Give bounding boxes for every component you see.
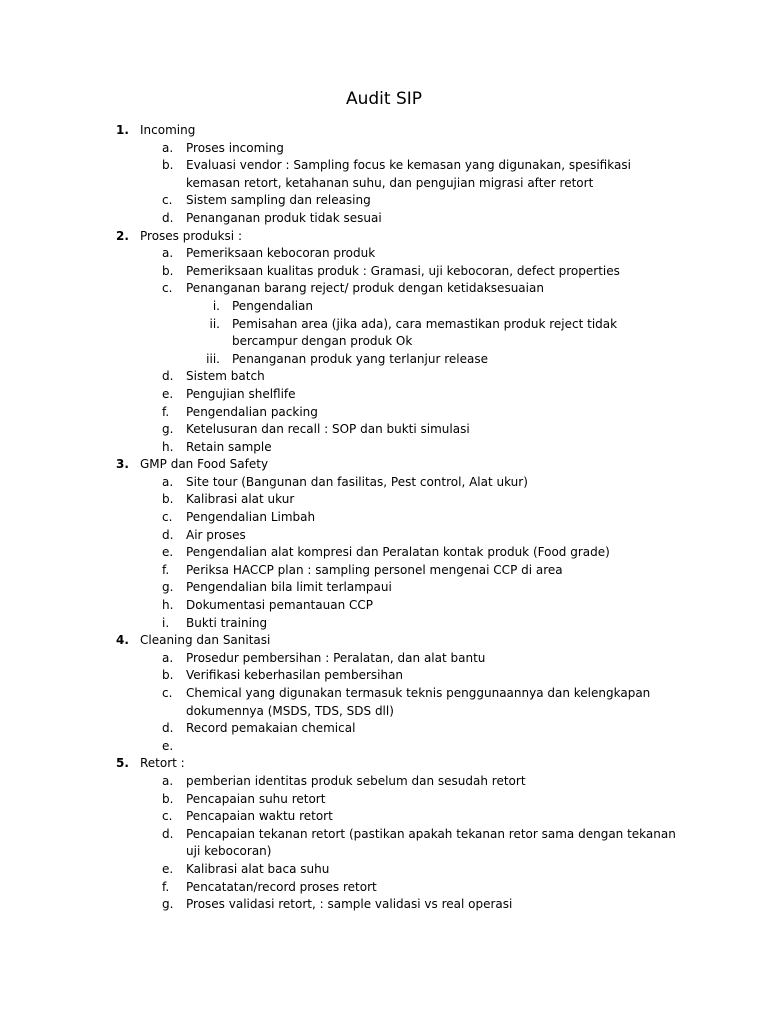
list-marker: e. bbox=[162, 545, 174, 560]
list-item-text: Pemeriksaan kualitas produk : Gramasi, uji kebocoran, defect properties bbox=[186, 263, 620, 278]
list-item bbox=[0, 368, 768, 386]
list-item bbox=[0, 773, 768, 791]
list-item-text: GMP dan Food Safety bbox=[140, 457, 269, 472]
list-item-text: Retort : bbox=[140, 756, 185, 771]
list-marker: 5. bbox=[116, 756, 129, 771]
list-marker: c. bbox=[162, 510, 173, 525]
list-item-text: Dokumentasi pemantauan CCP bbox=[186, 598, 373, 613]
list-item-text: Pencapaian waktu retort bbox=[186, 809, 333, 824]
list-marker: a. bbox=[162, 246, 174, 261]
list-item-text: Prosedur pembersihan : Peralatan, dan alat bantu bbox=[186, 650, 486, 665]
list-item bbox=[0, 544, 768, 562]
list-marker: a. bbox=[162, 474, 174, 489]
sub-list-item bbox=[0, 351, 768, 369]
list-marker: i. bbox=[162, 615, 170, 630]
list-marker: c. bbox=[162, 809, 173, 824]
list-item-text: Pengendalian Limbah bbox=[186, 510, 316, 525]
list-item bbox=[0, 157, 768, 192]
list-item bbox=[0, 280, 768, 298]
list-item-text: Chemical yang digunakan termasuk teknis penggunaannya dan kelengkapan dokumennya (MSDS, TDS, SDS dll) bbox=[186, 686, 651, 718]
section-heading bbox=[0, 632, 768, 650]
list-item-text: Pengujian shelflife bbox=[186, 386, 296, 401]
list-marker: e. bbox=[162, 861, 174, 876]
list-item bbox=[0, 738, 768, 756]
list-item bbox=[0, 474, 768, 492]
list-item-text: Verifikasi keberhasilan pembersihan bbox=[186, 668, 404, 683]
section-heading bbox=[0, 755, 768, 773]
list-marker: h. bbox=[162, 598, 174, 613]
section-heading bbox=[0, 122, 768, 140]
list-item bbox=[0, 509, 768, 527]
list-marker: b. bbox=[162, 791, 174, 806]
list-marker: 2. bbox=[116, 228, 129, 243]
list-item-text: Sistem sampling dan releasing bbox=[186, 193, 371, 208]
list-marker: f. bbox=[162, 562, 170, 577]
list-item bbox=[0, 421, 768, 439]
outline-list bbox=[0, 122, 768, 914]
list-item bbox=[0, 579, 768, 597]
list-item-text: Proses validasi retort, : sample validasi vs real operasi bbox=[186, 897, 513, 912]
section-heading bbox=[0, 228, 768, 246]
list-item-text: Pengendalian alat kompresi dan Peralatan kontak produk (Food grade) bbox=[186, 545, 610, 560]
list-item bbox=[0, 879, 768, 897]
list-item bbox=[0, 263, 768, 281]
section-heading bbox=[0, 456, 768, 474]
list-item-text: Kalibrasi alat baca suhu bbox=[186, 861, 330, 876]
list-item-text: Penanganan barang reject/ produk dengan ketidaksesuaian bbox=[186, 281, 544, 296]
list-item bbox=[0, 210, 768, 228]
list-item bbox=[0, 245, 768, 263]
list-item bbox=[0, 720, 768, 738]
list-item-text: pemberian identitas produk sebelum dan sesudah retort bbox=[186, 773, 526, 788]
list-item bbox=[0, 192, 768, 210]
list-item-text: Pengendalian bila limit terlampaui bbox=[186, 580, 392, 595]
list-item-text: Periksa HACCP plan : sampling personel mengenai CCP di area bbox=[186, 562, 563, 577]
list-item bbox=[0, 615, 768, 633]
list-item-text: Pemeriksaan kebocoran produk bbox=[186, 246, 376, 261]
list-item bbox=[0, 386, 768, 404]
list-marker: e. bbox=[162, 386, 174, 401]
list-marker: 3. bbox=[116, 457, 129, 472]
list-item-text: Pemisahan area (jika ada), cara memastikan produk reject tidak bercampur dengan produk Ok bbox=[232, 316, 618, 349]
list-item bbox=[0, 896, 768, 914]
list-marker: f. bbox=[162, 879, 170, 894]
list-marker: iii. bbox=[206, 351, 220, 366]
list-item-text: Kalibrasi alat ukur bbox=[186, 492, 295, 507]
list-item-text: Air proses bbox=[186, 527, 246, 542]
list-item-text: Proses incoming bbox=[186, 140, 284, 155]
list-item-text: Retain sample bbox=[186, 439, 272, 454]
list-item-text: Incoming bbox=[140, 123, 196, 137]
list-item bbox=[0, 667, 768, 685]
list-item bbox=[0, 140, 768, 158]
list-marker: a. bbox=[162, 140, 174, 155]
list-marker: c. bbox=[162, 686, 173, 700]
list-marker: d. bbox=[162, 826, 174, 841]
list-item bbox=[0, 527, 768, 545]
list-marker: d. bbox=[162, 369, 174, 384]
list-item-text: Ketelusuran dan recall : SOP dan bukti simulasi bbox=[186, 422, 470, 437]
list-item bbox=[0, 439, 768, 457]
list-item bbox=[0, 562, 768, 580]
sub-list-item bbox=[0, 298, 768, 316]
list-item-text: Record pemakaian chemical bbox=[186, 721, 356, 736]
list-item bbox=[0, 491, 768, 509]
list-marker: 1. bbox=[116, 123, 129, 137]
list-marker: a. bbox=[162, 773, 174, 788]
list-item-text: Pencatatan/record proses retort bbox=[186, 879, 377, 894]
list-marker: c. bbox=[162, 281, 173, 296]
list-item-text: Pencapaian tekanan retort (pastikan apakah tekanan retor sama dengan tekanan uji kebocoran) bbox=[186, 826, 676, 859]
list-item-text: Pencapaian suhu retort bbox=[186, 791, 326, 806]
list-item-text: Proses produksi : bbox=[140, 228, 242, 243]
list-marker: b. bbox=[162, 263, 174, 278]
list-marker: a. bbox=[162, 650, 174, 665]
list-item bbox=[0, 685, 768, 720]
list-item-text: Pengendalian packing bbox=[186, 404, 318, 419]
list-marker: 4. bbox=[116, 633, 129, 648]
list-item bbox=[0, 826, 768, 861]
list-marker: f. bbox=[162, 404, 170, 419]
list-marker: h. bbox=[162, 439, 174, 454]
list-marker: d. bbox=[162, 527, 174, 542]
list-marker: d. bbox=[162, 210, 174, 225]
list-item-text: Penanganan produk yang terlanjur release bbox=[232, 351, 488, 366]
list-item-text: Penanganan produk tidak sesuai bbox=[186, 210, 382, 225]
list-marker: b. bbox=[162, 158, 174, 173]
list-item bbox=[0, 791, 768, 809]
list-item bbox=[0, 597, 768, 615]
list-item-text: Bukti training bbox=[186, 615, 268, 630]
list-marker: g. bbox=[162, 580, 174, 595]
list-marker: d. bbox=[162, 721, 174, 736]
list-item-text bbox=[186, 738, 686, 756]
list-marker: g. bbox=[162, 422, 174, 437]
list-item-text: Pengendalian bbox=[232, 298, 313, 313]
list-marker: b. bbox=[162, 668, 174, 683]
list-marker: g. bbox=[162, 897, 174, 912]
list-item-text: Site tour (Bangunan dan fasilitas, Pest control, Alat ukur) bbox=[186, 474, 528, 489]
list-marker: c. bbox=[162, 193, 173, 208]
list-marker: e. bbox=[162, 738, 174, 753]
list-marker: i. bbox=[212, 298, 220, 313]
sub-list-item bbox=[0, 316, 768, 351]
page-title: Audit SIP bbox=[345, 89, 423, 109]
list-item bbox=[0, 650, 768, 668]
list-item bbox=[0, 808, 768, 826]
list-marker: ii. bbox=[209, 316, 220, 331]
list-item-text: Cleaning dan Sanitasi bbox=[140, 633, 271, 648]
list-item-text: Evaluasi vendor : Sampling focus ke kemasan yang digunakan, spesifikasi kemasan retort, ketahanan suhu, dan pengujian migrasi after retort bbox=[186, 158, 631, 190]
list-item bbox=[0, 861, 768, 879]
list-item bbox=[0, 404, 768, 422]
list-marker: b. bbox=[162, 492, 174, 507]
list-item-text: Sistem batch bbox=[186, 369, 265, 384]
